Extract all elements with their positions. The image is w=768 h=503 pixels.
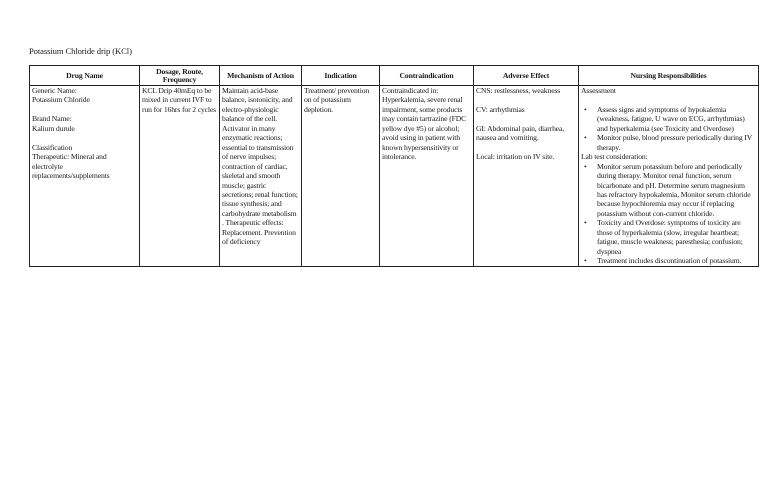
document-title: Potassium Chloride drip (KCl) <box>29 46 132 56</box>
assessment-label: Assessment <box>581 86 616 95</box>
brand-name-value: Kalium durule <box>32 123 75 133</box>
generic-name-label: Generic Name: <box>32 86 77 95</box>
cell-dosage <box>140 86 220 267</box>
table-header-row <box>30 66 759 86</box>
list-item: • Monitor serum potassium before and periodically during therapy. Monitor renal function, serum bicarbonate and pH. Determine serum magnesium has refractory hypokalemia, Monitor serum chloride because hypochloremia may occur if replacing potassium without con-current chloride. <box>581 162 756 219</box>
classification-label: Classification <box>32 142 73 152</box>
generic-name-value: Potassium Chloride <box>32 95 90 105</box>
list-item: • Treatment includes discontinuation of potassium. <box>581 256 756 265</box>
lab-test-list <box>581 162 756 266</box>
header-dosage: Dosage, Route, Frequency <box>140 66 220 86</box>
mechanism-text: Maintain acid-base balance, isotonicity, and electro-physiologic balance of the cell. Activator in many enzymatic reactions; essential to transmission of nerve impulses; contraction of cardiac, skeletal and smooth muscle; gastric secretions; renal function; tissue synthesis; and carbohydrate metabolism . Therapeutic effects: Replacement. Prevention of deficiency <box>222 86 298 247</box>
header-indication: Indication <box>302 66 380 86</box>
cell-indication <box>302 86 380 267</box>
header-nursing: Nursing Responsibilities <box>579 66 759 86</box>
cell-nursing <box>579 86 759 267</box>
header-mechanism: Mechanism of Action <box>220 66 302 86</box>
adverse-local: Local: irritation on IV site. <box>476 152 555 162</box>
header-contraindication: Contraindication <box>380 66 474 86</box>
adverse-cv: CV: arrhythmias <box>476 104 525 114</box>
cell-drug-name <box>30 86 140 267</box>
header-drug-name: Drug Name <box>30 66 140 86</box>
dosage-text: KCL Drip 40mEq to be mixed in current IVF to run for 16hrs for 2 cycles <box>142 86 217 114</box>
contraindication-text: Contraindicated in: Hyperkalemia, severe renal impairment, some products may contain tartrazine (FDC yellow dye #5) or alcohol; avoid using in patient with known hypersensitivity or intolerance. <box>382 86 467 162</box>
adverse-gi: GI: Abdominal pain, diarrhea, nausea and vomiting. <box>476 123 565 143</box>
list-item: • Monitor pulse, blood pressure periodically during IV therapy. <box>581 133 756 152</box>
indication-text: Treatment/ prevention on of potassium depletion. <box>304 86 370 114</box>
cell-contraindication <box>380 86 474 267</box>
list-item: • Toxicity and Overdose: symptoms of toxicity are those of hyperkalemia (slow, irregular heartbeat; fatigue, muscle weakness; paresthesia; confusion; dyspnea <box>581 218 756 256</box>
adverse-cns: CNS: restlessness, weakness <box>476 86 561 95</box>
table-row <box>30 86 759 267</box>
cell-mechanism <box>220 86 302 267</box>
brand-name-label: Brand Name: <box>32 114 72 124</box>
assessment-list <box>581 105 756 152</box>
header-adverse-effect: Adverse Effect <box>474 66 579 86</box>
cell-adverse-effect <box>474 86 579 267</box>
lab-test-label: Lab test consideration: <box>581 152 648 162</box>
list-item: • Assess signs and symptoms of hypokalemia (weakness, fatigue, U wave on ECG, arrhythmias) and hyperkalemia (see Toxicity and Overdose) <box>581 105 756 133</box>
classification-value: Therapeutic: Mineral and electrolyte replacements/supplements <box>32 152 110 181</box>
drug-study-table <box>29 65 759 267</box>
